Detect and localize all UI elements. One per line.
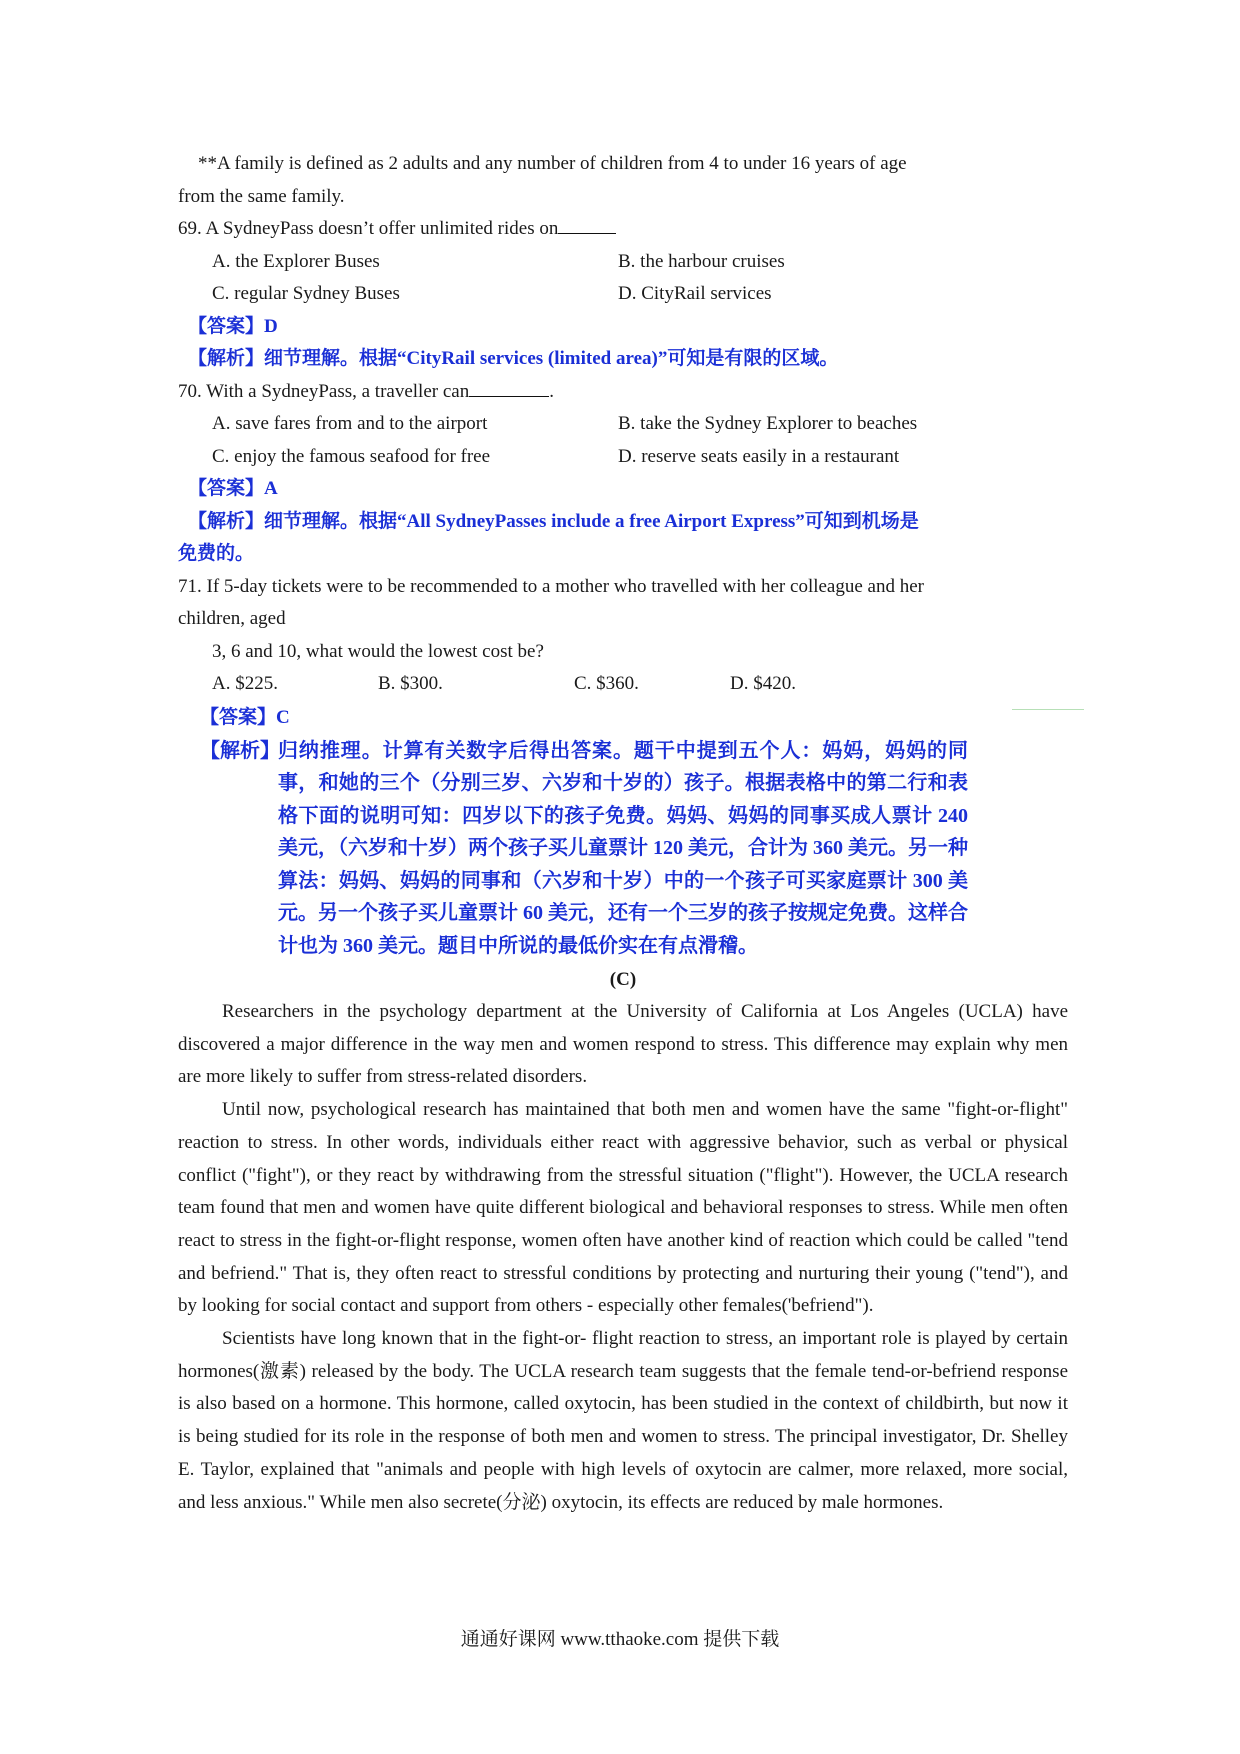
option-a: A. $225. [212, 673, 278, 694]
question-69-options-row2 [178, 278, 1068, 311]
answer-blank [469, 380, 549, 397]
passage-paragraph-2: Until now, psychological research has maintained that both men and women have the same "fight-or-flight" reaction to stress. In other words, individuals either react with aggressive behavior, such as verbal or physical conflict ("fight"), or they react by withdrawing from the stressful situation ("flight"). However, the UCLA research team found that men and women have quite different biological and behavioral responses to stress. While men often react to stress in the fight-or-flight response, women often have another kind of reaction which could be called "tend and befriend." That is, they often react to stressful conditions by protecting and nurturing their young ("tend"), and by looking for social contact and support from others - especially other females('befriend"). [178, 1099, 1068, 1317]
option-d: D. $420. [730, 673, 796, 694]
passage-paragraph-3: Scientists have long known that in the fight-or- flight reaction to stress, an important role is played by certain hormones(激素) released by the body. The UCLA research team suggests that the female tend-or-befriend response is also based on a hormone. This hormone, called oxytocin, has been studied in the context of childbirth, but now it is being studied for its role in the response of both men and women to stress. The principal investigator, Dr. Shelley E. Taylor, explained that "animals and people with high levels of oxytocin are calmer, more relaxed, more social, and less anxious." While men also secrete(分泌) oxytocin, its effects are reduced by male hormones. [178, 1328, 1068, 1513]
document-page [178, 148, 1068, 1519]
question-71-stem-line1: 71. If 5-day tickets were to be recommended to a mother who travelled with her colleague and her [178, 575, 924, 597]
question-70-stem: 70. With a SydneyPass, a traveller can [178, 380, 470, 402]
question-71-answer: 【答案】C [200, 706, 290, 728]
question-71-stem-line3: 3, 6 and 10, what would the lowest cost be? [212, 640, 544, 662]
option-a: A. the Explorer Buses [212, 250, 380, 272]
option-b: B. the harbour cruises [618, 250, 785, 272]
question-69-answer: 【答案】D [188, 315, 278, 337]
green-rule-mark [1012, 709, 1084, 710]
option-b: B. take the Sydney Explorer to beaches [618, 413, 918, 434]
section-c-heading: (C) [609, 969, 637, 990]
question-69 [178, 213, 1068, 246]
family-note-line1: **A family is defined as 2 adults and any number of children from 4 to under 16 years of age [198, 153, 907, 174]
option-c: C. $360. [574, 673, 639, 694]
option-a: A. save fares from and to the airport [212, 413, 488, 434]
question-70 [178, 376, 1068, 409]
question-70-options-row1 [178, 408, 1068, 441]
passage-paragraph-1: Researchers in the psychology department at the University of California at Los Angeles (UCLA) have discovered a major difference in the way men and women respond to stress. This difference may explain why men are more likely to suffer from stress-related disorders. [178, 1001, 1068, 1088]
question-70-options-row2 [178, 441, 1068, 474]
question-70-stem-end: . [549, 380, 554, 402]
option-c: C. enjoy the famous seafood for free [212, 445, 491, 467]
question-71-explanation [178, 735, 1068, 963]
question-70-explanation-line1: 【解析】细节理解。根据“All SydneyPasses include a free Airport Express”可知到机场是 [188, 510, 919, 532]
explanation-text: 归纳推理。计算有关数字后得出答案。题干中提到五个人：妈妈，妈妈的同事，和她的三个（分别三岁、六岁和十岁的）孩子。根据表格中的第二行和表格下面的说明可知：四岁以下的孩子免费。妈妈、妈妈的同事买成人票计 240 美元，（六岁和十岁）两个孩子买儿童票计 120 美元，合计为 360 美元。另一种算法：妈妈、妈妈的同事和（六岁和十岁）中的一个孩子可买家庭票计 300 美元。另一个孩子买儿童票计 60 美元，还有一个三岁的孩子按规定免费。这样合计也为 360 美元。题目中所说的最低价实在有点滑稽。 [278, 739, 968, 957]
answer-blank [558, 217, 616, 234]
family-note-line2: from the same family. [178, 185, 345, 207]
option-d: D. reserve seats easily in a restaurant [618, 445, 900, 467]
option-c: C. regular Sydney Buses [212, 283, 400, 304]
question-69-stem: 69. A SydneyPass doesn’t offer unlimited rides on [178, 218, 559, 239]
question-69-explanation: 【解析】细节理解。根据“CityRail services (limited area)”可知是有限的区域。 [188, 348, 839, 369]
question-71-options [178, 668, 1068, 701]
option-b: B. $300. [378, 673, 443, 694]
footer-watermark: 通通好课网 www.tthaoke.com 提供下载 [460, 1629, 780, 1650]
question-71-stem-line2: children, aged [178, 608, 286, 629]
question-69-options-row1 [178, 246, 1068, 279]
question-70-answer: 【答案】A [188, 478, 278, 499]
option-d: D. CityRail services [618, 283, 772, 304]
question-70-explanation-line2: 免费的。 [178, 543, 255, 564]
explanation-label: 【解析】 [200, 739, 280, 762]
